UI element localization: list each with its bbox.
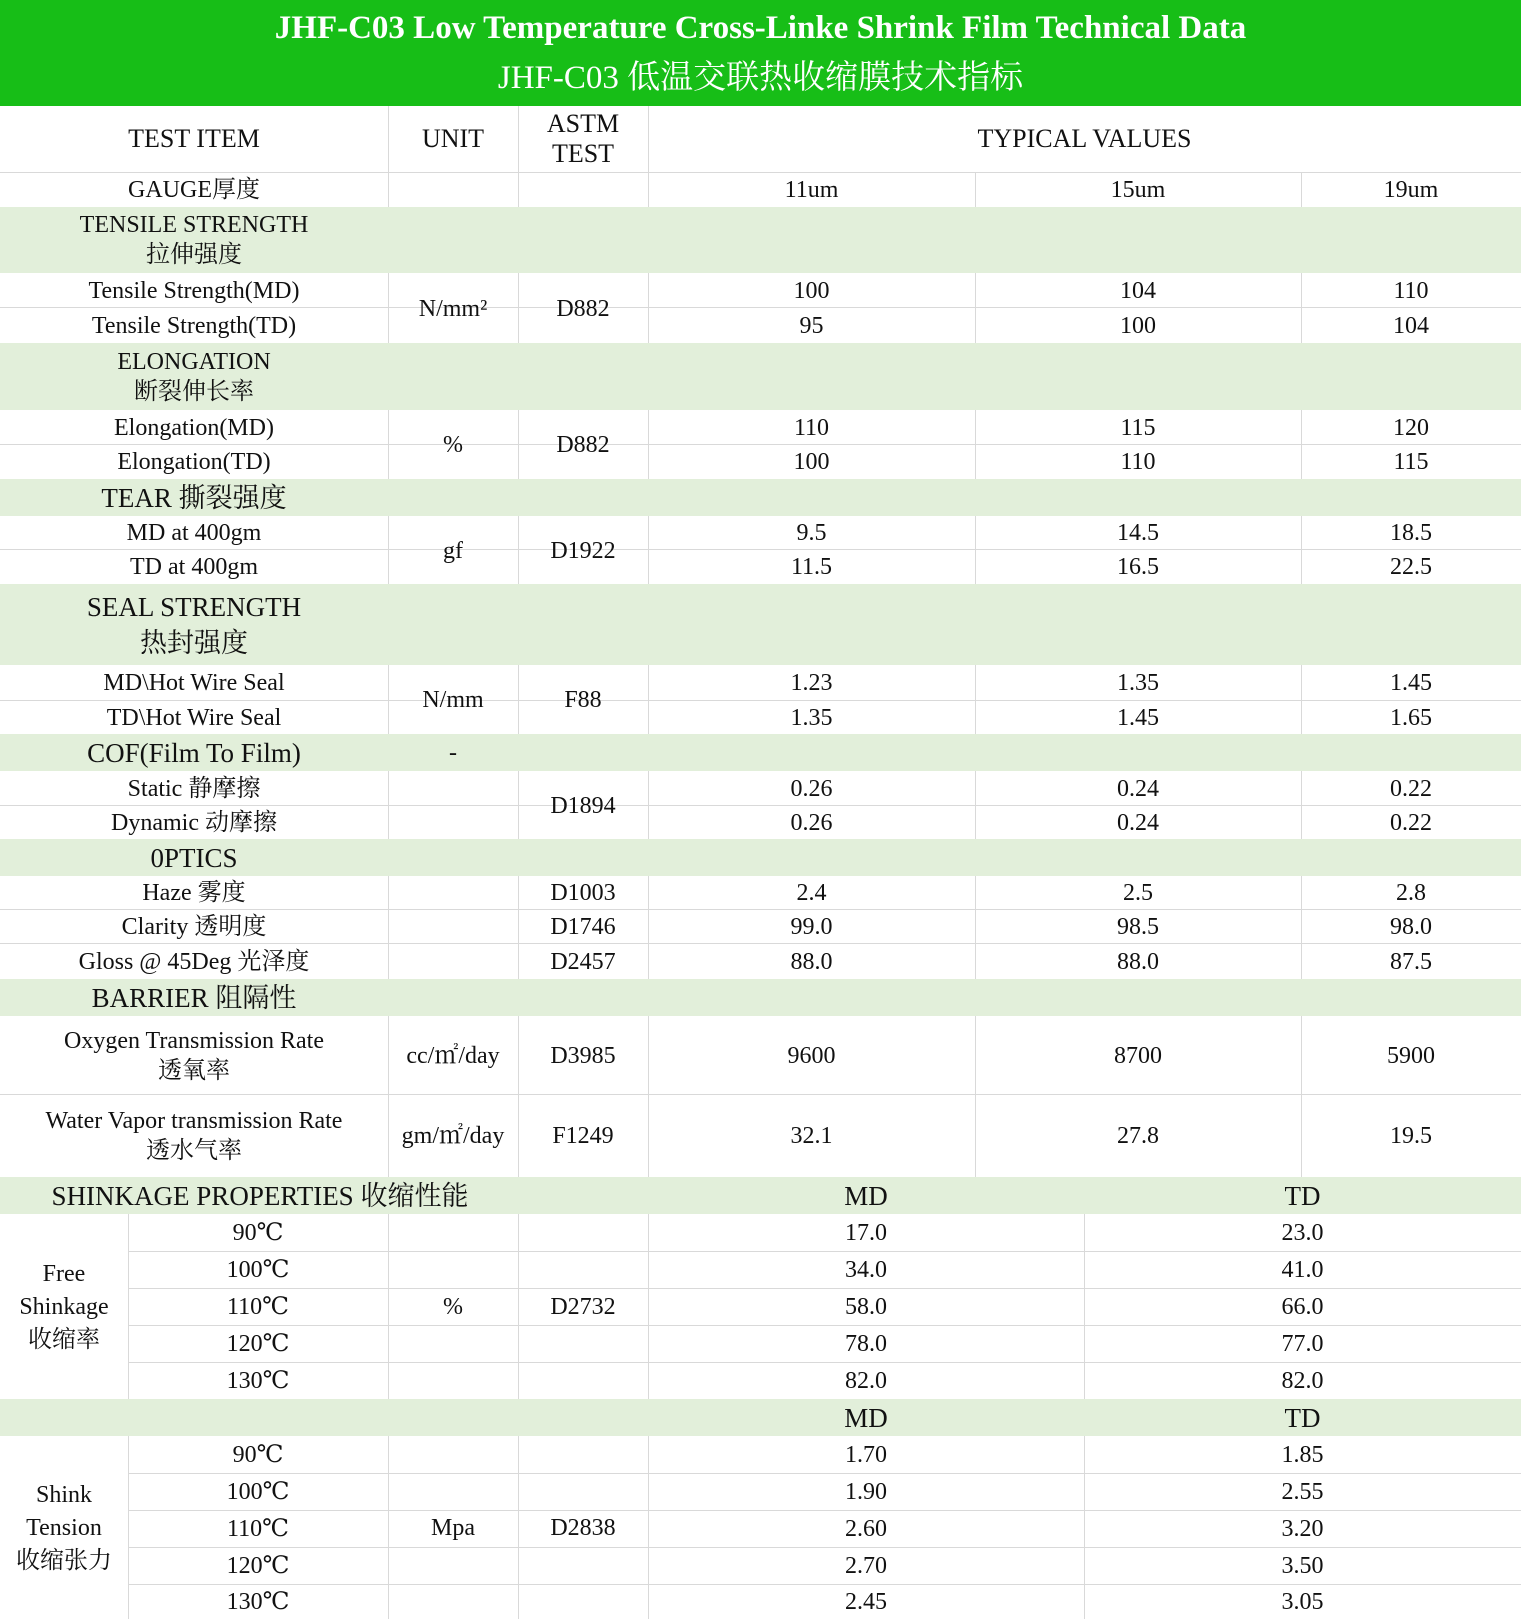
value-cell: 18.5	[1390, 520, 1432, 546]
value-cell: 78.0	[845, 1331, 887, 1357]
label-line: 收缩率	[28, 1326, 100, 1353]
value-cell: 2.5	[1123, 880, 1153, 906]
tension-td-header: TD	[1284, 1402, 1321, 1433]
astm-cell: D882	[556, 432, 610, 458]
value-cell: 27.8	[1117, 1123, 1159, 1149]
temp-cell: 90℃	[232, 1220, 284, 1246]
value-cell: 95	[799, 312, 824, 339]
astm-cell: D882	[556, 295, 610, 322]
row-label-line: 透水气率	[146, 1138, 242, 1164]
value-cell: 99.0	[790, 913, 833, 940]
value-cell: 77.0	[1281, 1331, 1324, 1357]
value-cell: 0.22	[1390, 775, 1432, 802]
value-cell: 2.4	[796, 880, 827, 906]
title-banner	[0, 0, 1521, 106]
tension-label	[0, 1437, 128, 1619]
astm-cell: D3985	[550, 1042, 616, 1069]
value-cell: 115	[1393, 449, 1429, 475]
value-cell: 58.0	[845, 1294, 887, 1320]
tension-md-header: MD	[844, 1402, 888, 1433]
unit-cell: %	[443, 1294, 463, 1320]
value-cell: 104	[1120, 277, 1156, 304]
temp-cell: 100℃	[226, 1257, 290, 1283]
title-chinese: JHF-C03 低温交联热收缩膜技术指标	[497, 60, 1024, 96]
section-unit-cof: -	[449, 739, 457, 766]
row-label: Static 静摩擦	[127, 775, 261, 802]
value-cell: 11.5	[790, 554, 833, 580]
value-cell: 19.5	[1390, 1123, 1432, 1149]
header-test-item: TEST ITEM	[128, 124, 260, 153]
label-line: Shink	[35, 1481, 92, 1508]
astm-cell: F88	[564, 687, 602, 713]
header-astm-line1: ASTM	[546, 109, 620, 138]
astm-cell: D1922	[550, 537, 616, 564]
unit-cell: N/mm	[422, 687, 484, 713]
section-title-seal	[0, 584, 388, 665]
temp-cell: 130℃	[226, 1368, 290, 1394]
value-cell: 1.70	[845, 1442, 887, 1468]
row-label-oxygen	[0, 1017, 388, 1094]
value-cell: 3.50	[1281, 1553, 1324, 1579]
temp-cell: 120℃	[226, 1553, 290, 1579]
row-label: TD at 400gm	[130, 554, 258, 580]
value-cell: 66.0	[1281, 1294, 1324, 1320]
value-cell: 82.0	[1281, 1368, 1324, 1394]
value-cell: 2.60	[845, 1516, 887, 1542]
unit-cell: %	[443, 432, 463, 458]
value-cell: 14.5	[1117, 520, 1159, 546]
value-cell: 9600	[787, 1042, 836, 1069]
value-cell: 0.24	[1117, 809, 1159, 836]
astm-cell: F1249	[552, 1123, 614, 1149]
value-cell: 23.0	[1281, 1220, 1324, 1246]
gauge-value: 11um	[784, 177, 839, 203]
row-label: Clarity 透明度	[121, 913, 267, 940]
row-label-line: Water Vapor transmission Rate	[45, 1108, 343, 1134]
row-label: MD at 400gm	[126, 520, 262, 546]
section-title-line: 拉伸强度	[146, 242, 242, 268]
section-title-line: TENSILE STRENGTH	[79, 212, 309, 238]
value-cell: 17.0	[845, 1220, 887, 1246]
unit-cell: cc/㎡/day	[406, 1042, 500, 1069]
row-label-line: Oxygen Transmission Rate	[63, 1027, 324, 1054]
value-cell: 2.45	[845, 1589, 887, 1615]
value-cell: 88.0	[1117, 948, 1159, 975]
astm-cell: D2732	[550, 1294, 616, 1320]
value-cell: 110	[793, 414, 830, 441]
header-astm-line2: TEST	[551, 139, 615, 168]
value-cell: 82.0	[845, 1368, 887, 1394]
header-typical-values: TYPICAL VALUES	[977, 124, 1192, 153]
value-cell: 9.5	[796, 520, 827, 546]
header-unit: UNIT	[421, 124, 485, 153]
unit-cell: gm/㎡/day	[401, 1123, 505, 1149]
value-cell: 110	[1393, 277, 1429, 304]
section-title-line: 断裂伸长率	[134, 378, 254, 405]
value-cell: 0.26	[790, 809, 833, 836]
row-label: Haze 雾度	[142, 880, 246, 906]
value-cell: 34.0	[845, 1257, 887, 1283]
value-cell: 98.0	[1390, 913, 1432, 940]
row-label-water-vapor	[0, 1095, 388, 1177]
section-title-line: SEAL STRENGTH	[86, 591, 302, 622]
astm-cell: D1746	[550, 913, 616, 940]
value-cell: 100	[793, 449, 830, 475]
value-cell: 1.23	[790, 670, 833, 696]
section-title-tear: TEAR 撕裂强度	[101, 482, 287, 513]
value-cell: 104	[1393, 312, 1429, 339]
value-cell: 1.85	[1281, 1442, 1324, 1468]
value-cell: 1.65	[1390, 704, 1432, 731]
value-cell: 3.20	[1281, 1516, 1324, 1542]
label-line: Shinkage	[19, 1293, 109, 1320]
value-cell: 3.05	[1281, 1589, 1324, 1615]
row-label: Tensile Strength(MD)	[88, 277, 300, 304]
value-cell: 115	[1120, 414, 1156, 441]
value-cell: 100	[793, 277, 830, 304]
row-label: MD\Hot Wire Seal	[103, 670, 285, 696]
astm-cell: D2457	[550, 948, 616, 975]
value-cell: 2.55	[1281, 1479, 1324, 1505]
value-cell: 2.70	[845, 1553, 887, 1579]
temp-cell: 100℃	[226, 1479, 290, 1505]
row-label: Elongation(TD)	[117, 449, 271, 475]
row-label-line: 透氧率	[158, 1057, 230, 1084]
value-cell: 0.26	[790, 775, 833, 802]
value-cell: 0.22	[1390, 809, 1432, 836]
value-cell: 32.1	[790, 1123, 833, 1149]
value-cell: 98.5	[1117, 913, 1159, 940]
temp-cell: 90℃	[232, 1442, 284, 1468]
shrinkage-td-header: TD	[1284, 1180, 1321, 1211]
value-cell: 110	[1120, 449, 1156, 475]
shrinkage-label	[0, 1215, 128, 1399]
label-line: Free	[42, 1260, 86, 1287]
value-cell: 16.5	[1117, 554, 1159, 580]
unit-cell: N/mm²	[418, 295, 488, 322]
gauge-label: GAUGE厚度	[128, 177, 260, 203]
temp-cell: 110℃	[227, 1294, 289, 1320]
value-cell: 100	[1120, 312, 1156, 339]
value-cell: 88.0	[790, 948, 833, 975]
unit-cell: Mpa	[431, 1515, 475, 1541]
value-cell: 1.35	[790, 704, 833, 731]
row-label: Tensile Strength(TD)	[91, 312, 297, 339]
row-label: Gloss @ 45Deg 光泽度	[78, 948, 310, 975]
row-label: Elongation(MD)	[114, 414, 274, 441]
gauge-value: 19um	[1383, 177, 1439, 203]
value-cell: 5900	[1387, 1042, 1435, 1069]
section-title-elongation	[0, 343, 388, 410]
row-label: TD\Hot Wire Seal	[106, 704, 282, 731]
section-title-optics: 0PTICS	[150, 842, 238, 873]
value-cell: 8700	[1114, 1042, 1162, 1069]
temp-cell: 130℃	[226, 1589, 290, 1615]
section-title-line: ELONGATION	[117, 348, 271, 375]
value-cell: 0.24	[1117, 775, 1159, 802]
section-title-shrinkage: SHINKAGE PROPERTIES 收缩性能	[51, 1180, 469, 1211]
gauge-value: 15um	[1110, 177, 1166, 203]
row-label: Dynamic 动摩擦	[111, 809, 277, 836]
value-cell: 1.45	[1117, 704, 1159, 731]
value-cell: 2.8	[1396, 880, 1426, 906]
title-english: JHF-C03 Low Temperature Cross-Linke Shrink Film Technical Data	[274, 10, 1247, 46]
shrinkage-md-header: MD	[844, 1180, 888, 1211]
temp-cell: 120℃	[226, 1331, 290, 1357]
header-astm-test	[518, 106, 648, 172]
value-cell: 87.5	[1390, 948, 1432, 975]
value-cell: 22.5	[1390, 554, 1432, 580]
section-title-cof: COF(Film To Film)	[87, 737, 301, 768]
section-title-line: 热封强度	[140, 627, 248, 658]
section-title-tensile	[0, 207, 388, 273]
value-cell: 1.45	[1390, 670, 1432, 696]
value-cell: 120	[1393, 414, 1429, 441]
label-line: 收缩张力	[16, 1547, 112, 1574]
unit-cell: gf	[443, 537, 463, 564]
temp-cell: 110℃	[227, 1516, 289, 1542]
value-cell: 41.0	[1281, 1257, 1324, 1283]
label-line: Tension	[26, 1514, 102, 1541]
value-cell: 1.90	[845, 1479, 887, 1505]
value-cell: 1.35	[1117, 670, 1159, 696]
astm-cell: D1003	[550, 880, 616, 906]
astm-cell: D2838	[550, 1515, 616, 1541]
section-title-barrier: BARRIER 阻隔性	[91, 982, 297, 1013]
astm-cell: D1894	[550, 792, 616, 819]
